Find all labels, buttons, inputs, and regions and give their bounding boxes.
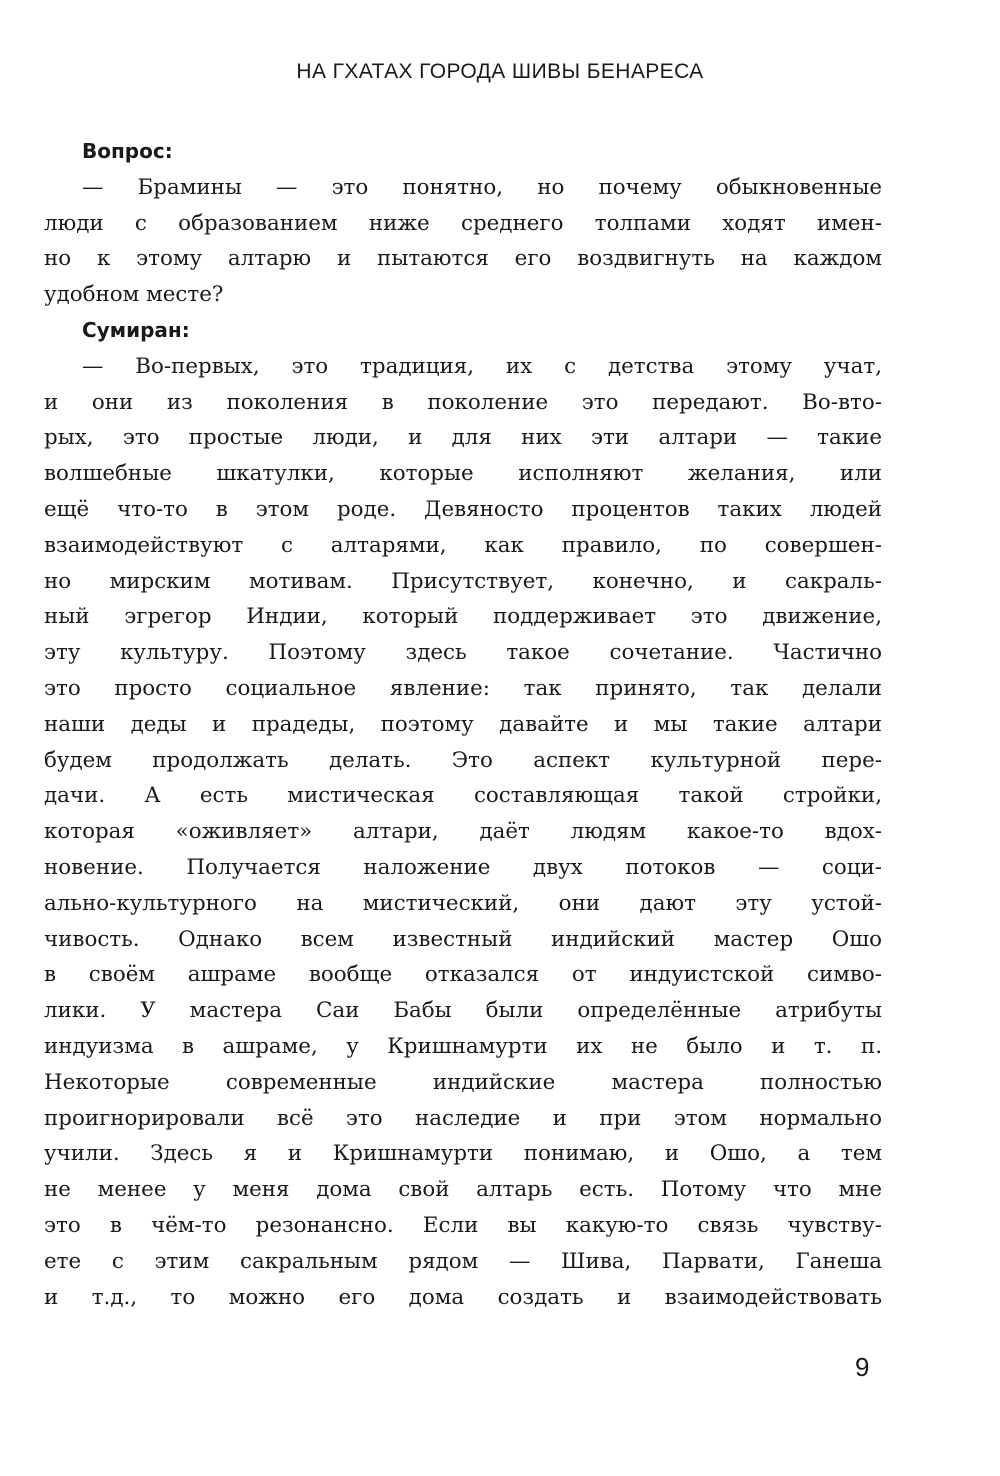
dialogue-text — [44, 134, 882, 1315]
text-line: новение. Получается наложение двух потоков — соци- — [44, 854, 882, 880]
text-line: чивость. Однако всем известный индийский мастер Ошо — [44, 926, 882, 952]
text-line: лики. У мастера Саи Бабы были определённые атрибуты — [44, 998, 882, 1024]
text-line: Некоторые современные индийские мастера полностью — [44, 1069, 882, 1095]
text-line: ный эгрегор Индии, который поддерживает это движение, — [44, 604, 882, 630]
text-line: люди с образованием ниже среднего толпами ходят имен- — [44, 210, 882, 236]
text-line: ете с этим сакральным рядом — Шива, Парвати, Ганеша — [44, 1248, 882, 1274]
text-line: — Брамины — это понятно, но почему обыкновенные — [82, 174, 882, 200]
running-header: НА ГХАТАХ ГОРОДА ШИВЫ БЕНАРЕСА — [296, 60, 704, 83]
text-line: учили. Здесь я и Кришнамурти понимаю, и Ошо, а тем — [44, 1141, 882, 1167]
answer-label: Сумиран: — [82, 317, 190, 342]
text-line: но мирским мотивам. Присутствует, конечно, и сакраль- — [44, 568, 882, 594]
text-line: не менее у меня дома свой алтарь есть. Потому что мне — [44, 1177, 882, 1203]
page-number: 9 — [855, 1352, 870, 1382]
text-line: дачи. А есть мистическая составляющая такой стройки, — [44, 783, 882, 809]
question-label: Вопрос: — [82, 139, 173, 163]
text-line: взаимодействуют с алтарями, как правило, по совершен- — [44, 532, 882, 558]
text-line: в своём ашраме вообще отказался от индуистской симво- — [44, 962, 882, 988]
text-line: рых, это простые люди, и для них эти алтари — такие — [44, 425, 882, 451]
text-line: ещё что-то в этом роде. Девяносто процентов таких людей — [44, 496, 882, 522]
text-line: волшебные шкатулки, которые исполняют желания, или — [44, 461, 882, 487]
text-line: удобном месте? — [44, 282, 224, 308]
text-line: и т.д., то можно его дома создать и взаимодействовать — [44, 1284, 882, 1310]
text-line: ально-культурного на мистический, они дают эту устой- — [44, 890, 882, 916]
text-line: будем продолжать делать. Это аспект культурной пере- — [44, 747, 882, 773]
text-line: наши деды и прадеды, поэтому давайте и мы такие алтари — [44, 711, 882, 737]
text-line: это просто социальное явление: так принято, так делали — [44, 675, 882, 701]
text-line: но к этому алтарю и пытаются его воздвигнуть на каждом — [44, 246, 882, 272]
text-line: — Во-первых, это традиция, их с детства этому учат, — [82, 353, 882, 379]
text-line: и они из поколения в поколение это передают. Во-вто- — [44, 389, 882, 415]
text-line: это в чём-то резонансно. Если вы какую-то связь чувству- — [44, 1212, 882, 1238]
text-line: эту культуру. Поэтому здесь такое сочетание. Частично — [44, 640, 882, 666]
text-line: которая «оживляет» алтари, даёт людям какое-то вдох- — [44, 819, 882, 845]
text-line: проигнорировали всё это наследие и при этом нормально — [44, 1105, 882, 1131]
text-line: индуизма в ашраме, у Кришнамурти их не было и т. п. — [44, 1033, 882, 1059]
